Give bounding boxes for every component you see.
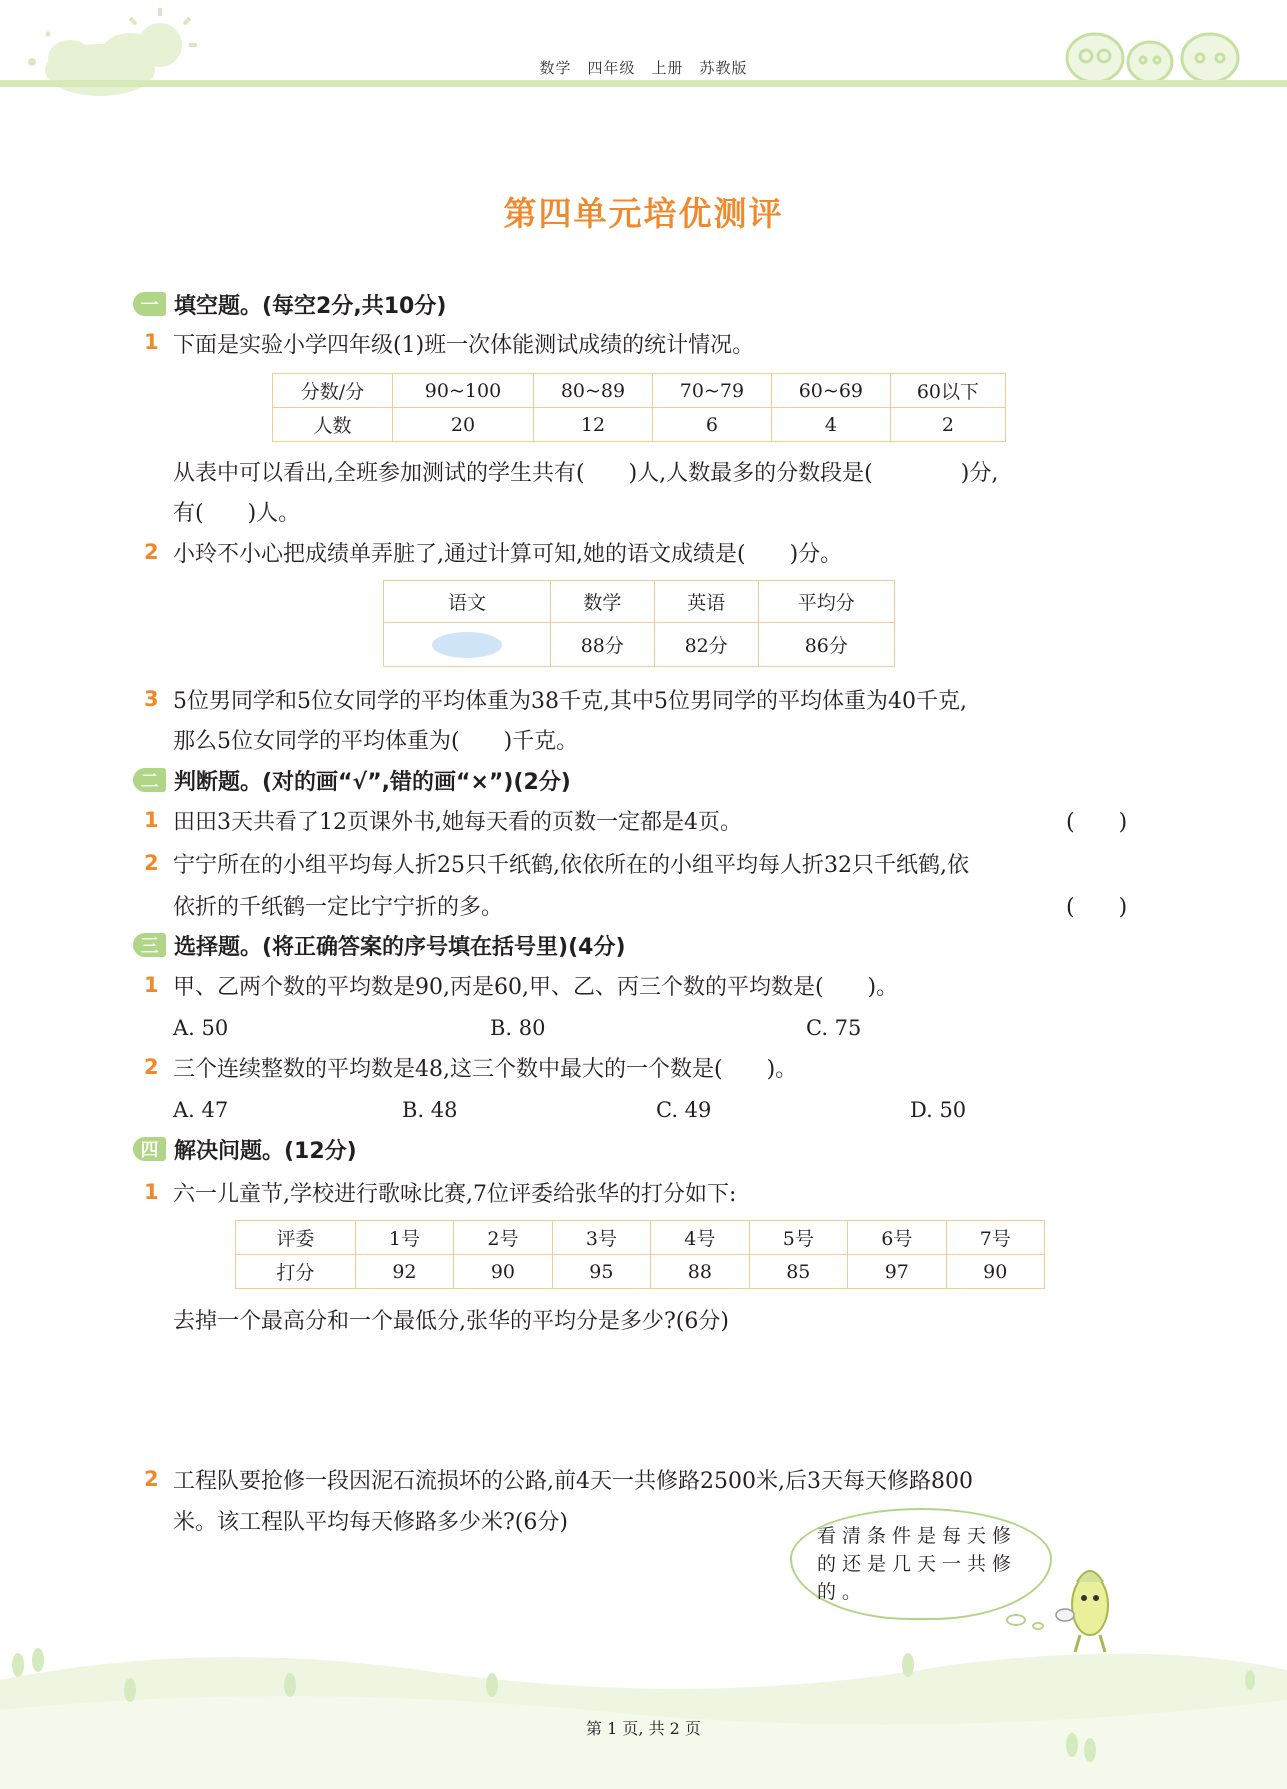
option-b[interactable]: B. 80 xyxy=(490,1016,546,1040)
table-cell: 数学 xyxy=(550,581,654,623)
table-cell: 2 xyxy=(890,408,1005,442)
section-title: 解决问题。(12分) xyxy=(174,1138,357,1164)
table-cell: 7号 xyxy=(946,1221,1044,1255)
question-text: 去掉一个最高分和一个最低分,张华的平均分是多少?(6分) xyxy=(173,1309,729,1334)
header-subject: 数学 xyxy=(539,59,572,77)
table-cell: 平均分 xyxy=(758,581,894,623)
question-text: 田田3天共看了12页课外书,她每天看的页数一定都是4页。 xyxy=(173,810,742,835)
question-text: 依折的千纸鹤一定比宁宁折的多。 xyxy=(173,895,504,920)
section-title: 选择题。(将正确答案的序号填在括号里)(4分) xyxy=(174,934,626,960)
answer-paren[interactable]: ( ) xyxy=(1066,810,1128,835)
table-cell: 1号 xyxy=(355,1221,453,1255)
table-cell: 2号 xyxy=(454,1221,552,1255)
table-cell: 60~69 xyxy=(771,374,890,408)
question-number: 1 xyxy=(144,330,159,354)
question-number: 1 xyxy=(144,973,159,997)
option-d[interactable]: D. 50 xyxy=(910,1098,967,1122)
table-cell: 人数 xyxy=(273,408,393,442)
question-text: 六一儿童节,学校进行歌咏比赛,7位评委给张华的打分如下: xyxy=(173,1182,737,1207)
section-title: 填空题。(每空2分,共10分) xyxy=(174,293,447,319)
table-cell: 60以下 xyxy=(890,374,1005,408)
table-cell: 70~79 xyxy=(652,374,771,408)
question-text: 5位男同学和5位女同学的平均体重为38千克,其中5位男同学的平均体重为40千克, xyxy=(173,689,967,714)
question-text: 工程队要抢修一段因泥石流损坏的公路,前4天一共修路2500米,后3天每天修路800 xyxy=(173,1469,973,1494)
score-distribution-table xyxy=(272,373,1006,442)
page-footer: 第 1 页, 共 2 页 xyxy=(586,1719,701,1738)
table-cell: 88 xyxy=(651,1255,749,1289)
table-cell: 85 xyxy=(749,1255,847,1289)
question-text: 有( )人。 xyxy=(173,501,301,526)
option-c[interactable]: C. 75 xyxy=(806,1016,862,1040)
table-cell: 86分 xyxy=(758,623,894,667)
smudged-cell xyxy=(384,623,551,667)
bubble-tail xyxy=(1032,1622,1044,1630)
header-grade: 四年级 xyxy=(587,59,636,77)
hint-line: 的。 xyxy=(817,1581,868,1603)
section-badge: 四 xyxy=(133,1137,166,1161)
question-text: 米。该工程队平均每天修路多少米?(6分) xyxy=(173,1510,568,1535)
question-text: 宁宁所在的小组平均每人折25只千纸鹤,依依所在的小组平均每人折32只千纸鹤,依 xyxy=(173,853,969,878)
table-cell: 90~100 xyxy=(393,374,534,408)
header-line xyxy=(0,80,1287,87)
option-b[interactable]: B. 48 xyxy=(402,1098,458,1122)
hint-line: 的还是几天一共修 xyxy=(817,1553,1018,1575)
judge-scores-table xyxy=(235,1220,1045,1289)
table-cell: 12 xyxy=(533,408,652,442)
ink-blot-icon xyxy=(432,632,502,658)
question-number: 1 xyxy=(144,1180,159,1204)
section-title: 判断题。(对的画“√”,错的画“×”)(2分) xyxy=(174,769,571,795)
table-cell: 4 xyxy=(771,408,890,442)
hint-text xyxy=(817,1522,1037,1606)
option-a[interactable]: A. 50 xyxy=(173,1016,229,1040)
question-number: 2 xyxy=(144,851,159,875)
table-cell: 20 xyxy=(393,408,534,442)
section-badge: 一 xyxy=(133,292,166,316)
table-cell: 95 xyxy=(552,1255,650,1289)
table-cell: 88分 xyxy=(550,623,654,667)
section-true-false xyxy=(133,766,571,794)
table-cell: 评委 xyxy=(236,1221,356,1255)
table-cell: 97 xyxy=(848,1255,946,1289)
table-cell: 90 xyxy=(454,1255,552,1289)
question-number: 1 xyxy=(144,808,159,832)
question-text: 甲、乙两个数的平均数是90,丙是60,甲、乙、丙三个数的平均数是( )。 xyxy=(173,975,899,1000)
question-text: 小玲不小心把成绩单弄脏了,通过计算可知,她的语文成绩是( )分。 xyxy=(173,542,843,567)
table-cell: 英语 xyxy=(654,581,758,623)
question-text: 从表中可以看出,全班参加测试的学生共有( )人,人数最多的分数段是( )分, xyxy=(173,461,999,486)
table-cell: 打分 xyxy=(236,1255,356,1289)
bubble-tail xyxy=(1006,1614,1026,1626)
table-cell: 3号 xyxy=(552,1221,650,1255)
section-badge: 二 xyxy=(133,768,166,792)
table-cell: 分数/分 xyxy=(273,374,393,408)
table-cell: 6号 xyxy=(848,1221,946,1255)
section-badge: 三 xyxy=(133,933,166,957)
table-cell: 92 xyxy=(355,1255,453,1289)
landscape-decoration xyxy=(0,1640,1287,1789)
question-text: 下面是实验小学四年级(1)班一次体能测试成绩的统计情况。 xyxy=(173,333,755,358)
table-cell: 82分 xyxy=(654,623,758,667)
table-cell: 80~89 xyxy=(533,374,652,408)
answer-paren[interactable]: ( ) xyxy=(1066,895,1128,920)
question-number: 2 xyxy=(144,1055,159,1079)
header-text xyxy=(0,57,1287,78)
table-cell: 90 xyxy=(946,1255,1044,1289)
table-cell: 5号 xyxy=(749,1221,847,1255)
section-fill-in xyxy=(133,290,446,318)
question-text: 那么5位女同学的平均体重为( )千克。 xyxy=(173,729,579,754)
table-cell: 6 xyxy=(652,408,771,442)
question-number: 2 xyxy=(144,540,159,564)
option-a[interactable]: A. 47 xyxy=(173,1098,229,1122)
header-volume: 上册 xyxy=(651,59,684,77)
hint-line: 看清条件是每天修 xyxy=(817,1525,1018,1547)
grades-table xyxy=(383,580,895,667)
question-number: 3 xyxy=(144,687,159,711)
table-cell: 语文 xyxy=(384,581,551,623)
question-number: 2 xyxy=(144,1467,159,1491)
table-cell: 4号 xyxy=(651,1221,749,1255)
question-text: 三个连续整数的平均数是48,这三个数中最大的一个数是( )。 xyxy=(173,1057,798,1082)
section-problem-solving xyxy=(133,1135,357,1163)
section-multiple-choice xyxy=(133,931,626,959)
option-c[interactable]: C. 49 xyxy=(656,1098,712,1122)
header-edition: 苏教版 xyxy=(699,59,748,77)
page-title: 第四单元培优测评 xyxy=(503,194,784,233)
